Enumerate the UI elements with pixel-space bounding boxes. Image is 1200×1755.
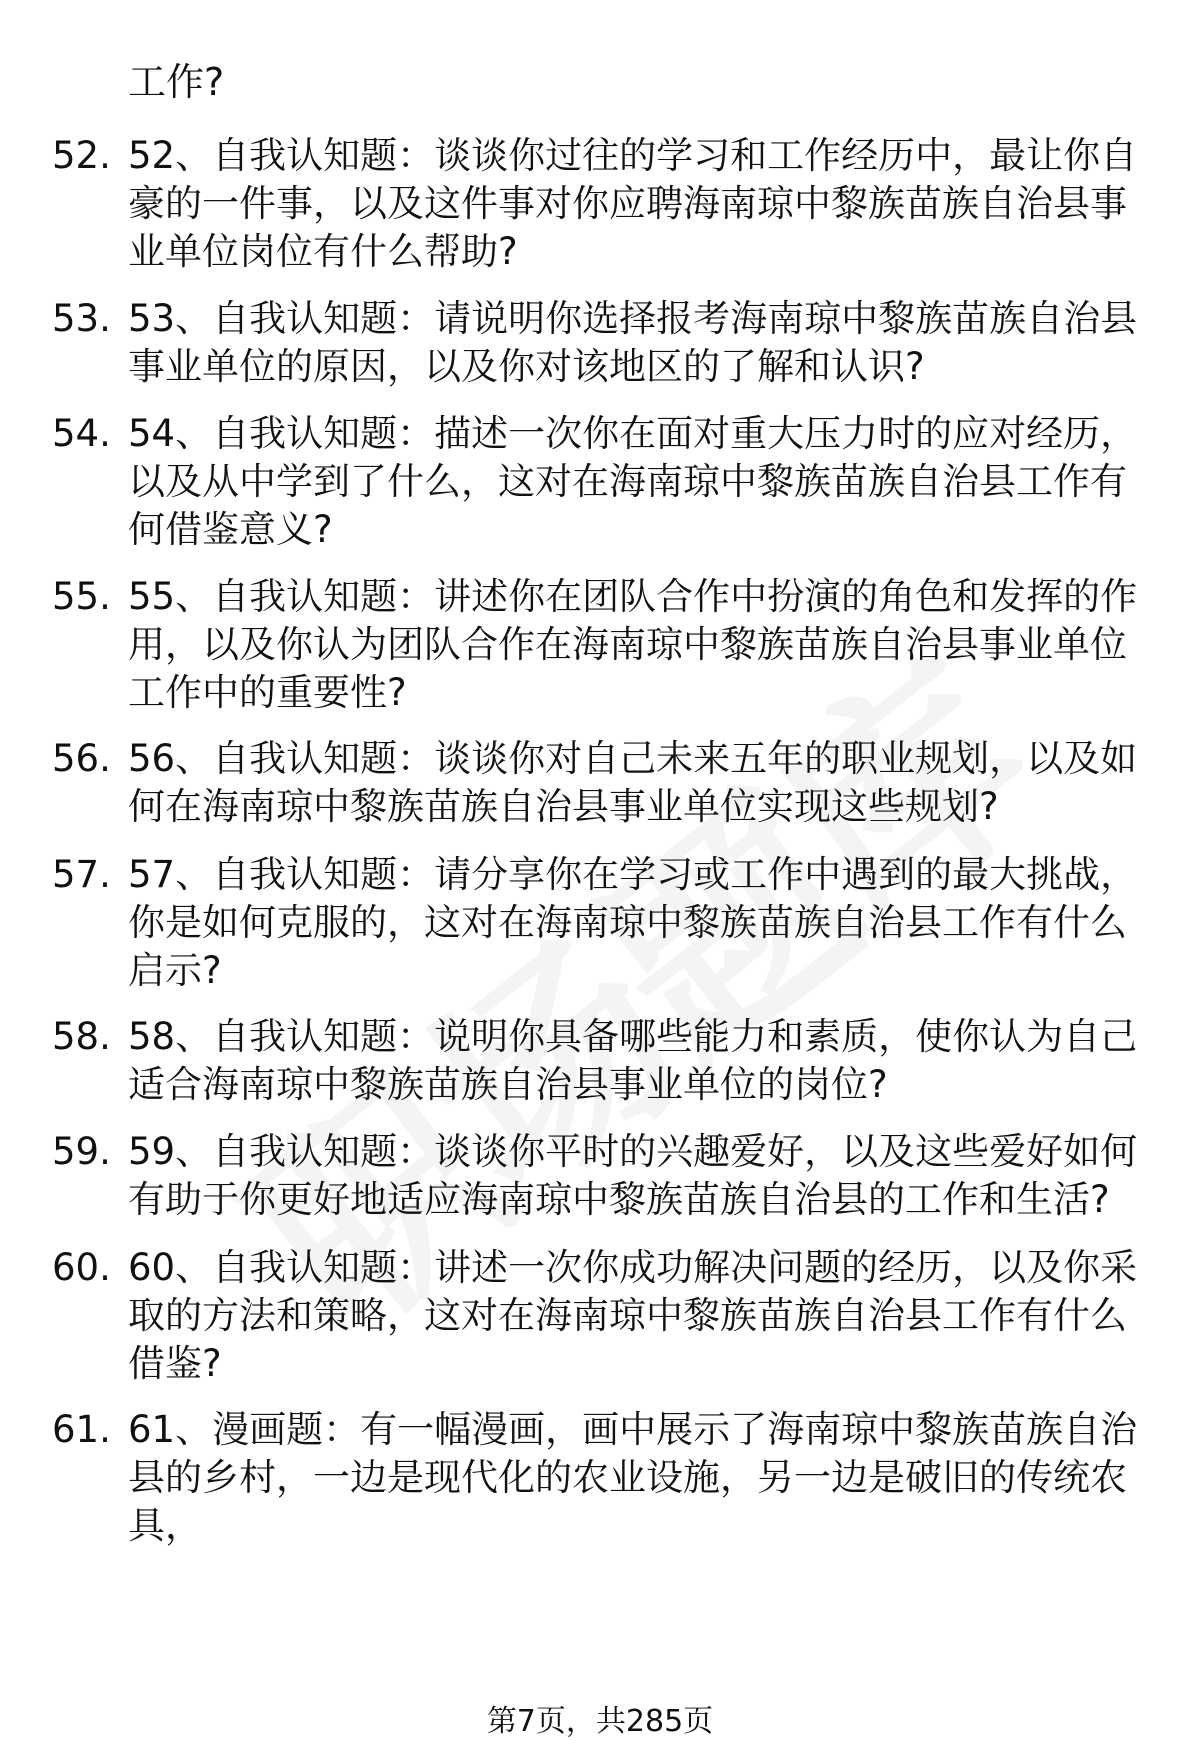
question-text: 60、自我认知题：讲述一次你成功解决问题的经历，以及你采取的方法和策略，这对在海南琼中黎族苗族自治县工作有什么借鉴? — [128, 1246, 1138, 1385]
question-text: 53、自我认知题：请说明你选择报考海南琼中黎族苗族自治县事业单位的原因，以及你对该地区的了解和认识? — [128, 297, 1138, 388]
continued-text: 工作? — [128, 60, 225, 104]
question-text: 57、自我认知题：请分享你在学习或工作中遇到的最大挑战，你是如何克服的，这对在海南琼中黎族苗族自治县工作有什么启示? — [128, 853, 1138, 992]
item-number: 60. — [52, 1246, 111, 1289]
item-number: 58. — [52, 1015, 111, 1058]
item-number: 59. — [52, 1130, 111, 1173]
item-number: 52. — [52, 134, 111, 177]
question-text: 54、自我认知题：描述一次你在面对重大压力时的应对经历，以及从中学到了什么，这对在海南琼中黎族苗族自治县工作有何借鉴意义? — [128, 412, 1138, 551]
item-number: 53. — [52, 297, 111, 340]
question-text: 52、自我认知题：谈谈你过往的学习和工作经历中，最让你自豪的一件事，以及这件事对你应聘海南琼中黎族苗族自治县事业单位岗位有什么帮助? — [128, 134, 1138, 273]
question-text: 58、自我认知题：说明你具备哪些能力和素质，使你认为自己适合海南琼中黎族苗族自治县事业单位的岗位? — [128, 1015, 1138, 1106]
question-text: 56、自我认知题：谈谈你对自己未来五年的职业规划，以及如何在海南琼中黎族苗族自治县事业单位实现这些规划? — [128, 737, 1138, 828]
item-number: 61. — [52, 1408, 111, 1451]
question-text: 59、自我认知题：谈谈你平时的兴趣爱好，以及这些爱好如何有助于你更好地适应海南琼中黎族苗族自治县的工作和生活? — [128, 1130, 1138, 1221]
item-number: 55. — [52, 575, 111, 618]
item-number: 54. — [52, 412, 111, 455]
item-number: 57. — [52, 853, 111, 896]
item-number: 56. — [52, 737, 111, 780]
question-text: 61、漫画题：有一幅漫画，画中展示了海南琼中黎族苗族自治县的乡村，一边是现代化的农业设施，另一边是破旧的传统农具， — [128, 1408, 1138, 1547]
question-text: 55、自我认知题：讲述你在团队合作中扮演的角色和发挥的作用，以及你认为团队合作在海南琼中黎族苗族自治县事业单位工作中的重要性? — [128, 575, 1138, 714]
page-number: 第7页，共285页 — [486, 1704, 714, 1739]
